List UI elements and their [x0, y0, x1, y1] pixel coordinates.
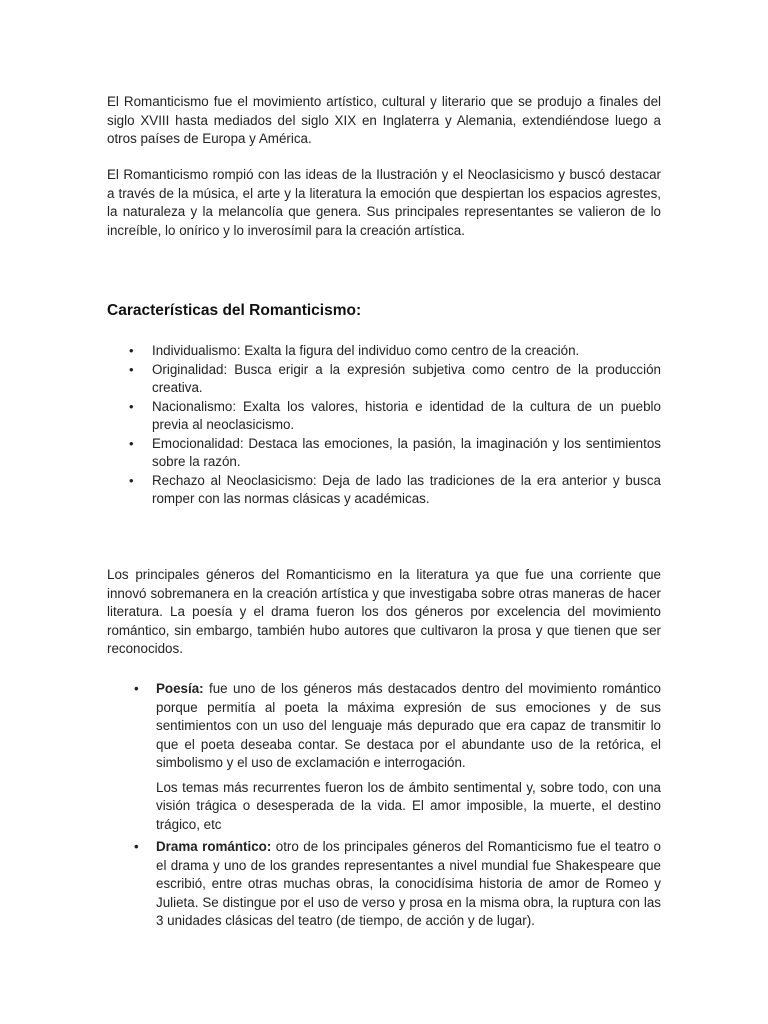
- genres-section: [107, 566, 661, 659]
- genre-extra-paragraph: Los temas más recurrentes fueron los de ámbito sentimental y, sobre todo, con una visión trágica o desesperada de la vida. El amor imposible, la muerte, el destino trágico, etc: [156, 779, 661, 832]
- list-item: [107, 398, 661, 435]
- list-item: [107, 342, 661, 361]
- characteristics-list: [107, 342, 661, 509]
- bullet-icon: •: [134, 681, 139, 696]
- list-item-text: Emocionalidad: Destaca las emociones, la pasión, la imaginación y los sentimientos sobre la razón.: [152, 435, 661, 469]
- characteristics-section: [107, 302, 661, 321]
- intro-paragraph-2: El Romanticismo rompió con las ideas de la Ilustración y el Neoclasicismo y buscó destacar a través de la música, el arte y la literatura la emoción que despiertan los espacios agrestes, la naturaleza y la melancolía que genera. Sus principales representantes se valieron de lo increíble, lo onírico y lo inverosímil para la creación artística.: [107, 167, 661, 238]
- genres-list: [107, 680, 661, 931]
- list-item: [107, 472, 661, 509]
- list-item-text: Nacionalismo: Exalta los valores, historia e identidad de la cultura de un pueblo previa al neoclasicismo.: [152, 398, 661, 432]
- intro-paragraph-1: El Romanticismo fue el movimiento artístico, cultural y literario que se produjo a finales del siglo XVIII hasta mediados del siglo XIX en Inglaterra y Alemania, extendiéndose luego a otros países de Europa y América.: [107, 94, 661, 146]
- bullet-icon: •: [129, 398, 134, 414]
- list-item-text: Rechazo al Neoclasicismo: Deja de lado las tradiciones de la era anterior y busca romper con las normas clásicas y académicas.: [152, 472, 661, 506]
- characteristics-heading: Características del Romanticismo:: [107, 302, 362, 319]
- genre-text: otro de los principales géneros del Romanticismo fue el teatro o el drama y uno de los grandes representantes a nivel mundial fue Shakespeare que escribió, entre otras muchas obras, la conocidísima historia de amor de Romeo y Julieta. Se distingue por el uso de verso y prosa en la misma obra, la ruptura con las 3 unidades clásicas del teatro (de tiempo, de acción y de lugar).: [156, 839, 661, 928]
- bullet-icon: •: [134, 839, 139, 854]
- intro-section-2: [107, 166, 661, 240]
- genres-list-container: [107, 680, 661, 931]
- genres-intro-paragraph: Los principales géneros del Romanticismo en la literatura ya que fue una corriente que innovó sobremanera en la creación artística y que investigaba sobre otras maneras de hacer literatura. La poesía y el drama fueron los dos géneros por excelencia del movimiento romántico, sin embargo, también hubo autores que cultivaron la prosa y que tienen que ser reconocidos.: [107, 567, 661, 656]
- list-item-text: Originalidad: Busca erigir a la expresión subjetiva como centro de la producción creativa.: [152, 361, 661, 395]
- genre-text: fue uno de los géneros más destacados dentro del movimiento romántico porque permitía al poeta la máxima expresión de sus emociones y de sus sentimientos con un uso del lenguaje más depurado que era capaz de transmitir lo que el poeta deseaba contar. Se destaca por el abundante uso de la retórica, el simbolismo y el uso de exclamación e interrogación.: [156, 681, 661, 770]
- list-item: [107, 680, 661, 834]
- list-item: [107, 435, 661, 472]
- genre-term: Poesía:: [156, 681, 204, 696]
- characteristics-list-container: [107, 342, 661, 509]
- genre-term: Drama romántico:: [156, 839, 272, 854]
- bullet-icon: •: [129, 361, 134, 377]
- list-item: [107, 838, 661, 931]
- intro-section: [107, 93, 661, 149]
- bullet-icon: •: [129, 343, 134, 358]
- bullet-icon: •: [129, 435, 134, 451]
- list-item-text: Individualismo: Exalta la figura del individuo como centro de la creación.: [152, 343, 580, 358]
- bullet-icon: •: [129, 472, 134, 488]
- list-item: [107, 361, 661, 398]
